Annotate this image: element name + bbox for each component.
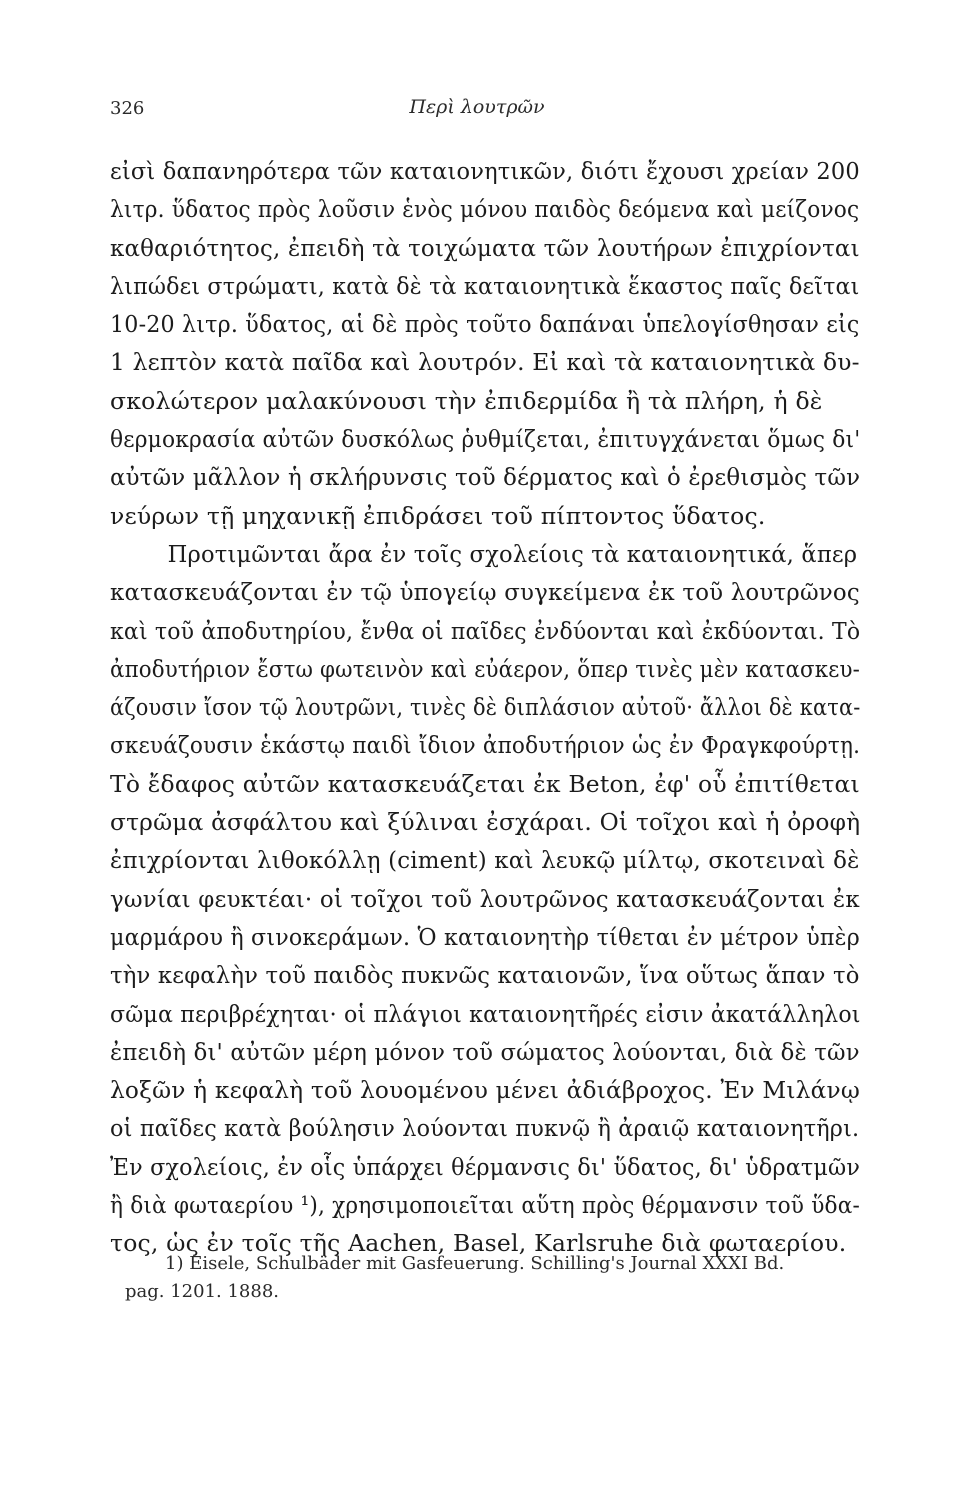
footnote-line: pag. 1201. 1888.	[125, 1281, 280, 1302]
text-line: Ἐν σχολείοις, ἐν οἷς ὑπάρχει θέρμανσις δι' ὕδατος, δι' ὑδρατμῶν	[110, 1152, 861, 1181]
text-line: σκολώτερον μαλακύνουσι τὴν ἐπιδερμίδα ἢ τὰ πλήρη, ἡ δὲ	[110, 386, 823, 415]
text-line: αὐτῶν μᾶλλον ἡ σκλήρυνσις τοῦ δέρματος καὶ ὁ ἐρεθισμὸς τῶν	[110, 463, 861, 492]
text-line: 1 λεπτὸν κατὰ παῖδα καὶ λουτρόν. Εἰ καὶ τὰ καταιονητικὰ δυ-	[110, 348, 860, 377]
text-line: ἀποδυτήριον ἔστω φωτεινὸν καὶ εὐάερον, ὅπερ τινὲς μὲν κατασκευ-	[110, 654, 861, 683]
text-line: γωνίαι φευκτέαι· οἱ τοῖχοι τοῦ λουτρῶνος κατασκευάζονται ἐκ	[110, 884, 860, 913]
text-line: μαρμάρου ἢ σινοκεράμων. Ὁ καταιονητὴρ τίθεται ἐν μέτρον ὑπὲρ	[110, 922, 860, 951]
text-line: θερμοκρασία αὐτῶν δυσκόλως ῥυθμίζεται, ἐπιτυγχάνεται ὅμως δι'	[110, 425, 861, 454]
text-line: λοξῶν ἡ κεφαλὴ τοῦ λουομένου μένει ἀδιάβροχος. Ἐν Μιλάνῳ	[110, 1076, 860, 1105]
text-line: νεύρων τῇ μηχανικῇ ἐπιδράσει τοῦ πίπτοντος ὕδατος.	[110, 501, 766, 530]
text-line: καὶ τοῦ ἀποδυτηρίου, ἔνθα οἱ παῖδες ἐνδύονται καὶ ἐκδύονται. Τὸ	[110, 616, 861, 645]
text-line: στρῶμα ἀσφάλτου καὶ ξύλιναι ἐσχάραι. Οἱ τοῖχοι καὶ ἡ ὀροφὴ	[110, 808, 861, 837]
text-line: ἐπιχρίονται λιθοκόλλῃ (ciment) καὶ λευκῷ μίλτῳ, σκοτειναὶ δὲ	[110, 846, 860, 875]
paragraph-start-line: Προτιμῶνται ἄρα ἐν τοῖς σχολείοις τὰ καταιονητικά, ἅπερ	[167, 539, 858, 568]
text-line: σκευάζουσιν ἑκάστῳ παιδὶ ἴδιον ἀποδυτήριον ὡς ἐν Φραγκφούρτῃ.	[110, 731, 861, 760]
text-line: 10-20 λιτρ. ὕδατος, αἱ δὲ πρὸς τοῦτο δαπάναι ὑπελογίσθησαν εἰς	[110, 310, 860, 339]
text-line: ἢ διὰ φωταερίου ¹), χρησιμοποιεῖται αὕτη πρὸς θέρμανσιν τοῦ ὕδα-	[110, 1191, 861, 1220]
text-line: σῶμα περιβρέχηται· οἱ πλάγιοι καταιονητῆρές εἰσιν ἀκατάλληλοι	[110, 999, 861, 1028]
text-line: καθαριότητος, ἐπειδὴ τὰ τοιχώματα τῶν λουτήρων ἐπιχρίονται	[110, 233, 860, 262]
page-number: 326	[110, 98, 145, 119]
footnote-block	[125, 1250, 860, 1306]
text-line: οἱ παῖδες κατὰ βούλησιν λούονται πυκνῷ ἢ ἀραιῷ καταιονητῆρι.	[110, 1114, 860, 1143]
footnote-line: 1) Eisele, Schulbäder mit Gasfeuerung. Schilling's Journal XXXI Bd.	[165, 1253, 785, 1274]
text-line: ἐπειδὴ δι' αὐτῶν μέρη μόνον τοῦ σώματος λούονται, διὰ δὲ τῶν	[110, 1037, 860, 1066]
main-text	[110, 152, 860, 1263]
text-line: λιτρ. ὕδατος πρὸς λοῦσιν ἑνὸς μόνου παιδὸς δεόμενα καὶ μείζονος	[110, 195, 860, 224]
text-line: λιπώδει στρώματι, κατὰ δὲ τὰ καταιονητικὰ ἕκαστος παῖς δεῖται	[110, 271, 860, 300]
text-line: εἰσὶ δαπανηρότερα τῶν καταιονητικῶν, διότι ἔχουσι χρείαν 200	[110, 157, 860, 185]
running-title: Περὶ λουτρῶν	[409, 96, 545, 118]
text-line: κατασκευάζονται ἐν τῷ ὑπογείῳ συγκείμενα ἐκ τοῦ λουτρῶνος	[110, 578, 860, 607]
text-line: Τὸ ἔδαφος αὐτῶν κατασκευάζεται ἐκ Beton, ἐφ' οὗ ἐπιτίθεται	[110, 769, 860, 798]
text-line: τος, ὡς ἐν τοῖς τῆς Aachen, Basel, Karlsruhe διὰ φωταερίου.	[110, 1229, 847, 1258]
text-line: τὴν κεφαλὴν τοῦ παιδὸς πυκνῶς καταιονῶν, ἵνα οὕτως ἅπαν τὸ	[110, 961, 860, 990]
text-line: άζουσιν ἴσον τῷ λουτρῶνι, τινὲς δὲ διπλάσιον αὐτοῦ· ἄλλοι δὲ κατα-	[110, 693, 861, 722]
